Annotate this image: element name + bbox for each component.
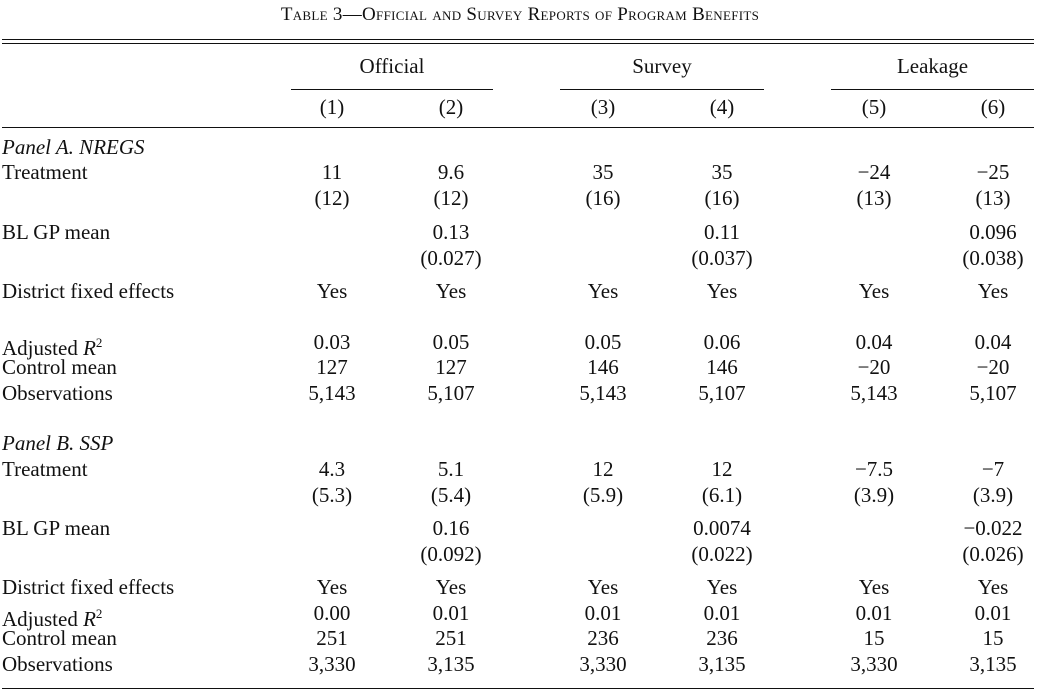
panel-b-control-mean-c4: 236 — [706, 626, 738, 650]
panel-b-title: Panel B. SSP — [2, 431, 114, 455]
panel-b-district-fe-label: District fixed effects — [2, 575, 175, 599]
panel-b-adj-r2-label — [2, 601, 103, 631]
panel-b-bl-gp-mean-se-c6: (0.026) — [962, 542, 1024, 566]
panel-b-adj-r2-c4: 0.01 — [703, 601, 741, 625]
panel-a-control-mean-c4: 146 — [706, 355, 738, 379]
panel-b-bl-gp-mean-c4: 0.0074 — [693, 516, 751, 540]
panel-b-district-fe-c2: Yes — [435, 575, 467, 599]
panel-a-district-fe-c3: Yes — [587, 279, 619, 303]
panel-a-treatment-c6: −25 — [976, 160, 1010, 184]
panel-b-bl-gp-mean-c2: 0.16 — [432, 516, 470, 540]
panel-a-treatment-se-c3: (16) — [585, 186, 621, 210]
panel-b-treatment-c2: 5.1 — [437, 457, 465, 481]
column-header-6: (6) — [980, 95, 1006, 119]
panel-a-control-mean-c6: −20 — [976, 355, 1010, 379]
group-underline-leakage — [831, 89, 1034, 90]
panel-a-adj-r2-c3: 0.05 — [584, 330, 622, 354]
panel-a-treatment-se-c2: (12) — [433, 186, 469, 210]
column-header-5: (5) — [861, 95, 887, 119]
panel-b-adj-r2-c5: 0.01 — [855, 601, 893, 625]
panel-b-treatment-c6: −7 — [981, 457, 1005, 481]
panel-b-district-fe-c4: Yes — [706, 575, 738, 599]
panel-a-observations-c2: 5,107 — [427, 381, 475, 405]
panel-b-observations-c3: 3,330 — [579, 652, 627, 676]
header-rule — [2, 127, 1034, 128]
panel-a-treatment-se-c1: (12) — [314, 186, 350, 210]
panel-a-adj-r2-c6: 0.04 — [974, 330, 1012, 354]
panel-b-control-mean-c3: 236 — [587, 626, 619, 650]
panel-a-control-mean-label: Control mean — [2, 355, 117, 379]
panel-a-treatment-se-c6: (13) — [975, 186, 1011, 210]
panel-a-bl-gp-mean-c2: 0.13 — [432, 220, 470, 244]
panel-b-district-fe-c3: Yes — [587, 575, 619, 599]
panel-a-bl-gp-mean-c4: 0.11 — [704, 220, 740, 244]
panel-b-adj-r2-c1: 0.00 — [313, 601, 351, 625]
panel-a-treatment-c1: 11 — [321, 160, 343, 184]
panel-a-district-fe-c2: Yes — [435, 279, 467, 303]
panel-b-treatment-se-c2: (5.4) — [430, 483, 472, 507]
panel-a-adj-r2-c4: 0.06 — [703, 330, 741, 354]
panel-a-treatment-se-c4: (16) — [704, 186, 740, 210]
panel-b-observations-c1: 3,330 — [308, 652, 356, 676]
panel-a-treatment-c2: 9.6 — [437, 160, 465, 184]
panel-a-treatment-c4: 35 — [711, 160, 733, 184]
group-header-survey: Survey — [632, 54, 692, 78]
panel-a-district-fe-c4: Yes — [706, 279, 738, 303]
panel-b-adj-r2-c2: 0.01 — [432, 601, 470, 625]
panel-a-control-mean-c3: 146 — [587, 355, 619, 379]
adj-r2-sup: 2 — [95, 606, 103, 621]
panel-a-bl-gp-mean-se-c6: (0.038) — [962, 246, 1024, 270]
panel-a-observations-c4: 5,107 — [698, 381, 746, 405]
panel-b-treatment-se-c1: (5.3) — [311, 483, 353, 507]
panel-b-bl-gp-mean-se-c4: (0.022) — [691, 542, 753, 566]
adj-r2-r: R — [83, 607, 96, 631]
group-underline-official — [291, 89, 493, 90]
panel-a-observations-label: Observations — [2, 381, 113, 405]
panel-a-title: Panel A. NREGS — [2, 135, 145, 159]
column-header-2: (2) — [438, 95, 464, 119]
table-title: Table 3—Official and Survey Reports of Program Benefits — [280, 4, 760, 25]
panel-b-treatment-c3: 12 — [592, 457, 614, 481]
panel-b-bl-gp-mean-label: BL GP mean — [2, 516, 111, 540]
panel-a-control-mean-c5: −20 — [857, 355, 891, 379]
panel-a-bl-gp-mean-c6: 0.096 — [969, 220, 1017, 244]
group-header-official: Official — [359, 54, 425, 78]
panel-b-observations-c2: 3,135 — [427, 652, 475, 676]
adj-r2-prefix: Adjusted — [2, 607, 84, 631]
panel-b-treatment-se-c4: (6.1) — [701, 483, 743, 507]
adj-r2-prefix: Adjusted — [2, 336, 84, 360]
panel-a-observations-c5: 5,143 — [850, 381, 898, 405]
panel-b-observations-c6: 3,135 — [969, 652, 1017, 676]
panel-a-treatment-c3: 35 — [592, 160, 614, 184]
panel-b-district-fe-c1: Yes — [316, 575, 348, 599]
panel-b-control-mean-c2: 251 — [435, 626, 467, 650]
adj-r2-sup: 2 — [95, 335, 103, 350]
panel-a-treatment-c5: −24 — [857, 160, 891, 184]
panel-a-observations-c3: 5,143 — [579, 381, 627, 405]
top-rule-2 — [2, 43, 1034, 44]
panel-b-treatment-c1: 4.3 — [318, 457, 346, 481]
column-header-4: (4) — [709, 95, 735, 119]
panel-a-adj-r2-c5: 0.04 — [855, 330, 893, 354]
panel-a-bl-gp-mean-se-c4: (0.037) — [691, 246, 753, 270]
panel-b-control-mean-c5: 15 — [863, 626, 885, 650]
panel-a-district-fe-label: District fixed effects — [2, 279, 175, 303]
panel-b-adj-r2-c6: 0.01 — [974, 601, 1012, 625]
bottom-rule — [2, 688, 1034, 689]
panel-a-observations-c6: 5,107 — [969, 381, 1017, 405]
panel-b-district-fe-c6: Yes — [977, 575, 1009, 599]
panel-b-observations-c4: 3,135 — [698, 652, 746, 676]
panel-a-district-fe-c5: Yes — [858, 279, 890, 303]
panel-b-observations-label: Observations — [2, 652, 113, 676]
panel-a-control-mean-c1: 127 — [316, 355, 348, 379]
panel-a-adj-r2-c2: 0.05 — [432, 330, 470, 354]
panel-a-observations-c1: 5,143 — [308, 381, 356, 405]
panel-b-bl-gp-mean-c6: −0.022 — [963, 516, 1023, 540]
panel-b-control-mean-c1: 251 — [316, 626, 348, 650]
panel-a-bl-gp-mean-label: BL GP mean — [2, 220, 111, 244]
panel-b-observations-c5: 3,330 — [850, 652, 898, 676]
panel-b-treatment-label: Treatment — [2, 457, 88, 481]
group-header-leakage: Leakage — [896, 54, 969, 78]
panel-b-control-mean-label: Control mean — [2, 626, 117, 650]
panel-b-treatment-se-c5: (3.9) — [853, 483, 895, 507]
column-header-3: (3) — [590, 95, 616, 119]
panel-b-treatment-c4: 12 — [711, 457, 733, 481]
panel-b-treatment-se-c3: (5.9) — [582, 483, 624, 507]
panel-a-bl-gp-mean-se-c2: (0.027) — [420, 246, 482, 270]
panel-a-treatment-label: Treatment — [2, 160, 88, 184]
panel-a-adj-r2-c1: 0.03 — [313, 330, 351, 354]
top-rule-1 — [2, 39, 1034, 40]
panel-a-district-fe-c1: Yes — [316, 279, 348, 303]
group-underline-survey — [560, 89, 764, 90]
panel-a-district-fe-c6: Yes — [977, 279, 1009, 303]
column-header-1: (1) — [319, 95, 345, 119]
panel-b-treatment-se-c6: (3.9) — [972, 483, 1014, 507]
adj-r2-r: R — [83, 336, 96, 360]
panel-a-control-mean-c2: 127 — [435, 355, 467, 379]
panel-b-treatment-c5: −7.5 — [854, 457, 894, 481]
panel-b-bl-gp-mean-se-c2: (0.092) — [420, 542, 482, 566]
panel-b-adj-r2-c3: 0.01 — [584, 601, 622, 625]
panel-b-district-fe-c5: Yes — [858, 575, 890, 599]
panel-a-treatment-se-c5: (13) — [856, 186, 892, 210]
panel-b-control-mean-c6: 15 — [982, 626, 1004, 650]
panel-a-adj-r2-label — [2, 330, 103, 360]
